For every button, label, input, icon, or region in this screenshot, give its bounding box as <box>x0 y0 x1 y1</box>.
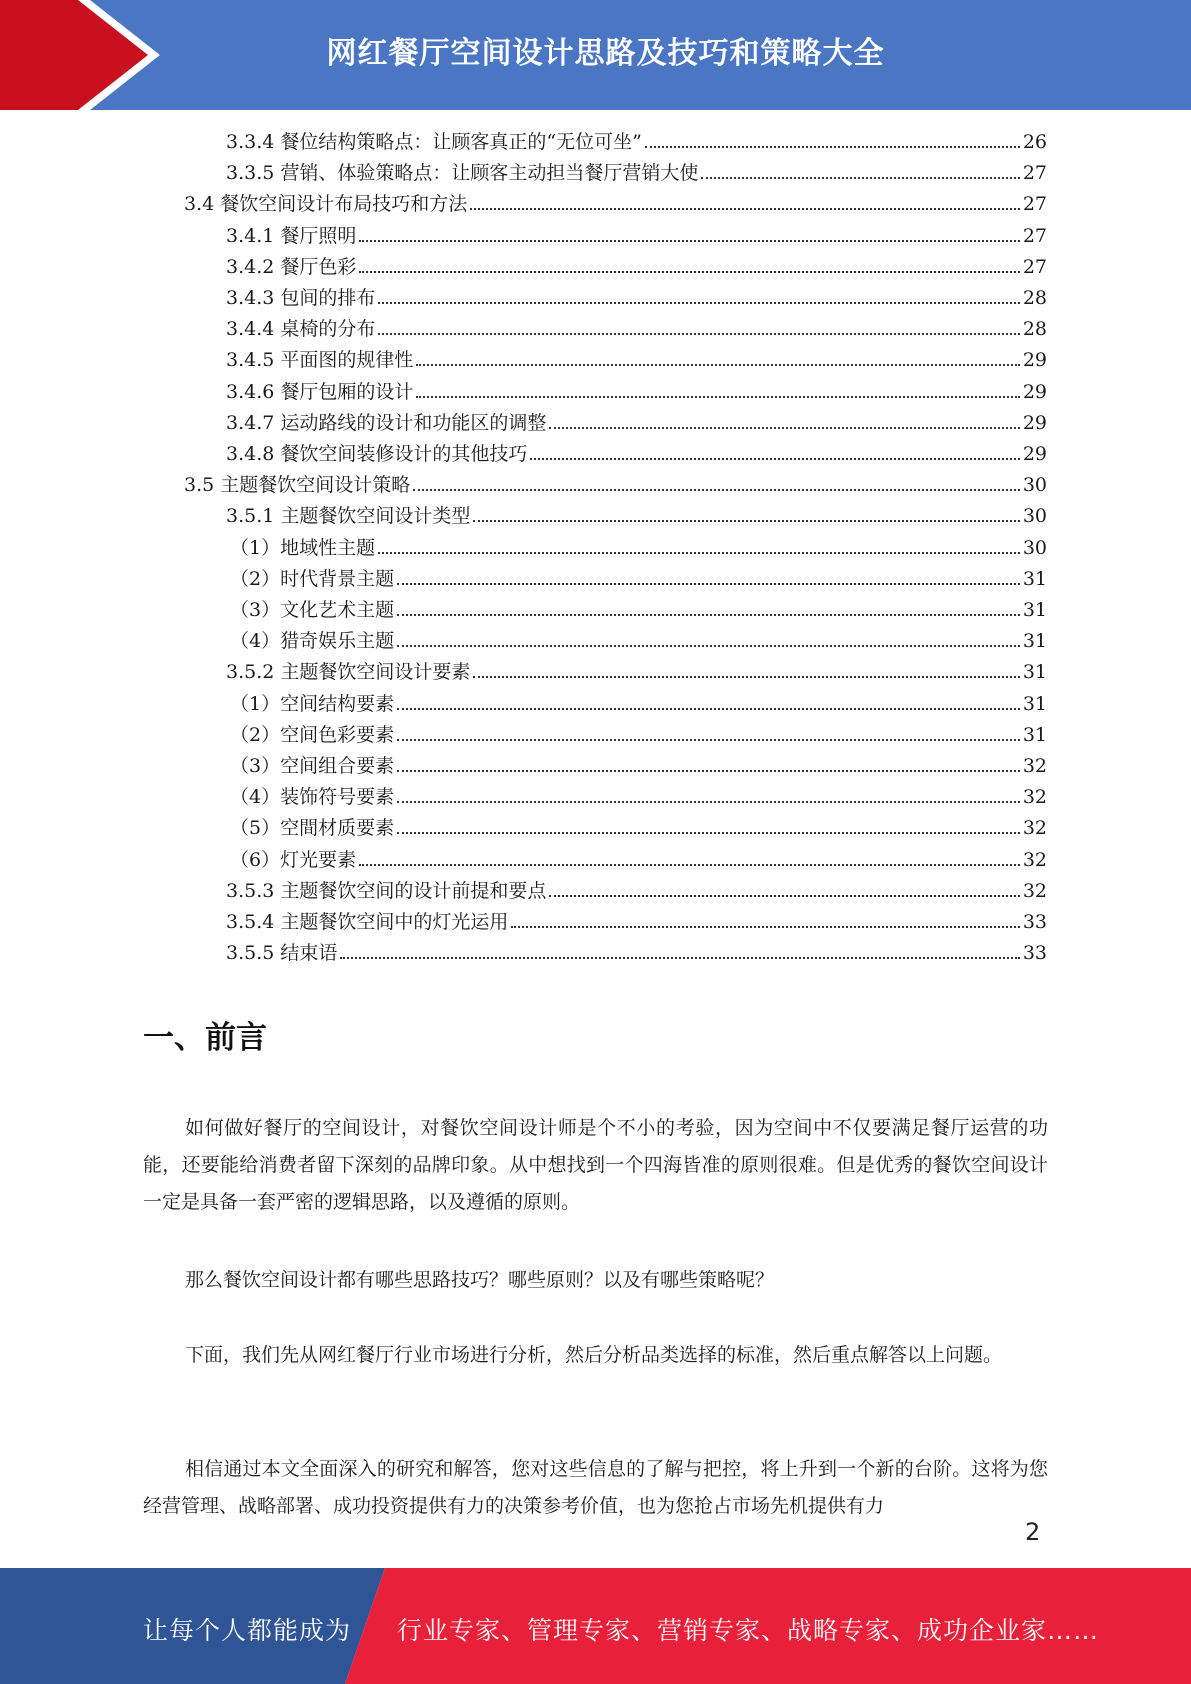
toc-entry[interactable] <box>226 658 1047 686</box>
toc-entry[interactable] <box>226 159 1047 187</box>
toc-entry-page: 29 <box>1022 349 1047 372</box>
page-footer <box>0 1568 1191 1684</box>
toc-entry-page: 31 <box>1022 630 1047 653</box>
toc-dot-leader <box>473 658 1019 678</box>
toc-entry-page: 30 <box>1022 536 1047 559</box>
toc-entry-page: 28 <box>1022 318 1047 341</box>
toc-entry[interactable] <box>230 690 1047 718</box>
toc-dot-leader <box>397 752 1020 772</box>
toc-dot-leader <box>473 502 1019 522</box>
toc-dot-leader <box>701 159 1019 179</box>
toc-entry-page: 27 <box>1022 162 1047 185</box>
toc-entry[interactable] <box>184 471 1047 499</box>
toc-dot-leader <box>359 253 1019 273</box>
toc-dot-leader <box>340 939 1019 959</box>
toc-entry-label: （3）文化艺术主题 <box>230 599 395 621</box>
toc-entry-label: 3.3.5 营销、体验策略点：让顾客主动担当餐厅营销大使 <box>226 162 699 185</box>
footer-slogan-left: 让每个人都能成为 <box>143 1616 352 1645</box>
toc-entry[interactable] <box>226 908 1047 936</box>
toc-dot-leader <box>397 690 1020 710</box>
toc-entry-label: 3.4.4 桌椅的分布 <box>226 318 376 341</box>
toc-entry[interactable] <box>230 846 1047 874</box>
toc-entry[interactable] <box>226 346 1047 374</box>
toc-entry[interactable] <box>226 409 1047 437</box>
toc-entry-label: （1）地域性主题 <box>230 536 376 559</box>
toc-dot-leader <box>645 128 1020 148</box>
toc-entry-page: 33 <box>1022 911 1047 933</box>
toc-entry-label: 3.5.5 结束语 <box>226 942 338 965</box>
toc-entry[interactable] <box>230 752 1047 780</box>
toc-dot-leader <box>397 814 1020 834</box>
toc-entry[interactable] <box>226 222 1047 250</box>
toc-entry[interactable] <box>230 565 1047 593</box>
toc-entry-page: 32 <box>1022 755 1047 777</box>
toc-entry[interactable] <box>230 783 1047 811</box>
toc-entry[interactable] <box>226 253 1047 281</box>
toc-entry[interactable] <box>226 378 1047 406</box>
toc-dot-leader <box>378 284 1019 304</box>
toc-entry[interactable] <box>184 190 1047 218</box>
toc-dot-leader <box>416 346 1019 366</box>
toc-entry-page: 29 <box>1022 380 1047 403</box>
toc-entry-page: 32 <box>1022 879 1047 902</box>
toc-entry-label: 3.4.8 餐饮空间装修设计的其他技巧 <box>226 443 528 465</box>
toc-entry-page: 31 <box>1022 692 1047 715</box>
toc-entry[interactable] <box>226 315 1047 343</box>
paragraph: 如何做好餐厅的空间设计，对餐饮空间设计师是个不小的考验，因为空间中不仅要满足餐厅运营的功能，还要能给消费者留下深刻的品牌印象。从中想找到一个四海皆准的原则很难。但是优秀的餐饮空间设计一定是具备一套严密的逻辑思路，以及遵循的原则。 <box>143 1117 1048 1213</box>
toc-dot-leader <box>359 222 1019 242</box>
toc-entry-label: 3.5.3 主题餐饮空间的设计前提和要点 <box>226 879 547 902</box>
toc-dot-leader <box>397 596 1020 616</box>
toc-entry-page: 32 <box>1022 786 1047 809</box>
toc-entry-page: 26 <box>1022 131 1047 153</box>
toc-entry[interactable] <box>230 721 1047 749</box>
toc-dot-leader <box>470 190 1020 210</box>
toc-entry-page: 29 <box>1022 411 1047 434</box>
toc-dot-leader <box>416 378 1019 398</box>
toc-entry-label: 3.4.2 餐厅色彩 <box>226 255 357 278</box>
toc-entry-label: 3.4.1 餐厅照明 <box>226 224 357 247</box>
toc-entry-label: 3.4.6 餐厅包厢的设计 <box>226 380 414 403</box>
toc-entry[interactable] <box>226 128 1047 156</box>
toc-entry-page: 33 <box>1022 942 1047 965</box>
toc-entry-label: （2）时代背景主题 <box>230 567 395 590</box>
paragraph: 下面，我们先从网红餐厅行业市场进行分析，然后分析品类选择的标准，然后重点解答以上问题。 <box>185 1344 1003 1366</box>
toc-dot-leader <box>397 627 1020 647</box>
toc-dot-leader <box>549 409 1019 429</box>
toc-dot-leader <box>413 471 1020 491</box>
toc-dot-leader <box>378 315 1019 335</box>
toc-entry-label: 3.3.4 餐位结构策略点：让顾客真正的“无位可坐” <box>226 131 642 153</box>
toc-dot-leader <box>397 721 1020 741</box>
toc-entry-label: 3.4 餐饮空间设计布局技巧和方法 <box>184 193 468 216</box>
toc-entry[interactable] <box>230 814 1047 842</box>
toc-entry[interactable] <box>230 627 1047 655</box>
toc-entry-page: 32 <box>1022 848 1047 871</box>
footer-slogan-right: 行业专家、管理专家、营销专家、战略专家、成功企业家…… <box>397 1616 1100 1645</box>
page-number: 2 <box>1025 1518 1041 1546</box>
document-title: 网红餐厅空间设计思路及技巧和策略大全 <box>326 36 885 71</box>
toc-entry-page: 31 <box>1022 661 1047 684</box>
toc-entry-page: 27 <box>1022 224 1047 247</box>
toc-entry-label: 3.5.4 主题餐饮空间中的灯光运用 <box>226 911 509 933</box>
toc-entry-label: （4）猎奇娱乐主题 <box>230 630 395 653</box>
toc-entry-page: 30 <box>1022 505 1047 528</box>
toc-entry-page: 31 <box>1022 723 1047 746</box>
toc-entry-page: 29 <box>1022 443 1047 465</box>
toc-entry[interactable] <box>226 440 1047 468</box>
toc-entry-label: （6）灯光要素 <box>230 848 357 871</box>
toc-entry[interactable] <box>226 939 1047 967</box>
toc-entry-label: （5）空間材质要素 <box>230 817 395 840</box>
toc-entry-page: 27 <box>1022 193 1047 216</box>
toc-dot-leader <box>378 534 1020 554</box>
toc-dot-leader <box>359 846 1020 866</box>
toc-entry-label: （1）空间结构要素 <box>230 692 395 715</box>
toc-dot-leader <box>511 908 1019 928</box>
toc-dot-leader <box>549 877 1019 897</box>
page-header <box>0 0 1191 110</box>
paragraph: 相信通过本文全面深入的研究和解答，您对这些信息的了解与把控，将上升到一个新的台阶。这将为您经营管理、战略部署、成功投资提供有力的决策参考价值，也为您抢占市场先机提供有力 <box>143 1458 1048 1517</box>
toc-entry-page: 27 <box>1022 255 1047 278</box>
toc-entry-page: 28 <box>1022 287 1047 309</box>
toc-entry-page: 31 <box>1022 599 1047 621</box>
toc-entry[interactable] <box>226 284 1047 312</box>
toc-entry-label: 3.5.1 主题餐饮空间设计类型 <box>226 505 471 528</box>
toc-dot-leader <box>530 440 1019 460</box>
toc-dot-leader <box>397 565 1020 585</box>
toc-entry-label: 3.5.2 主题餐饮空间设计要素 <box>226 661 471 684</box>
toc-entry-label: 3.4.7 运动路线的设计和功能区的调整 <box>226 411 547 434</box>
toc-entry-page: 31 <box>1022 567 1047 590</box>
toc-entry-label: 3.4.5 平面图的规律性 <box>226 349 414 372</box>
toc-entry-page: 32 <box>1022 817 1047 840</box>
toc-entry[interactable] <box>226 877 1047 905</box>
toc-entry-label: （3）空间组合要素 <box>230 755 395 777</box>
toc-entry[interactable] <box>226 502 1047 530</box>
toc-entry-label: 3.4.3 包间的排布 <box>226 287 376 309</box>
toc-entry[interactable] <box>230 534 1047 562</box>
toc-entry-label: （2）空间色彩要素 <box>230 723 395 746</box>
paragraph: 那么餐饮空间设计都有哪些思路技巧？哪些原则？以及有哪些策略呢？ <box>185 1269 775 1291</box>
section-heading: 一、前言 <box>143 1020 267 1056</box>
toc-entry-label: （4）装饰符号要素 <box>230 786 395 809</box>
toc-entry[interactable] <box>230 596 1047 624</box>
toc-dot-leader <box>397 783 1020 803</box>
toc-entry-label: 3.5 主题餐饮空间设计策略 <box>184 474 411 497</box>
toc-entry-page: 30 <box>1022 474 1047 497</box>
